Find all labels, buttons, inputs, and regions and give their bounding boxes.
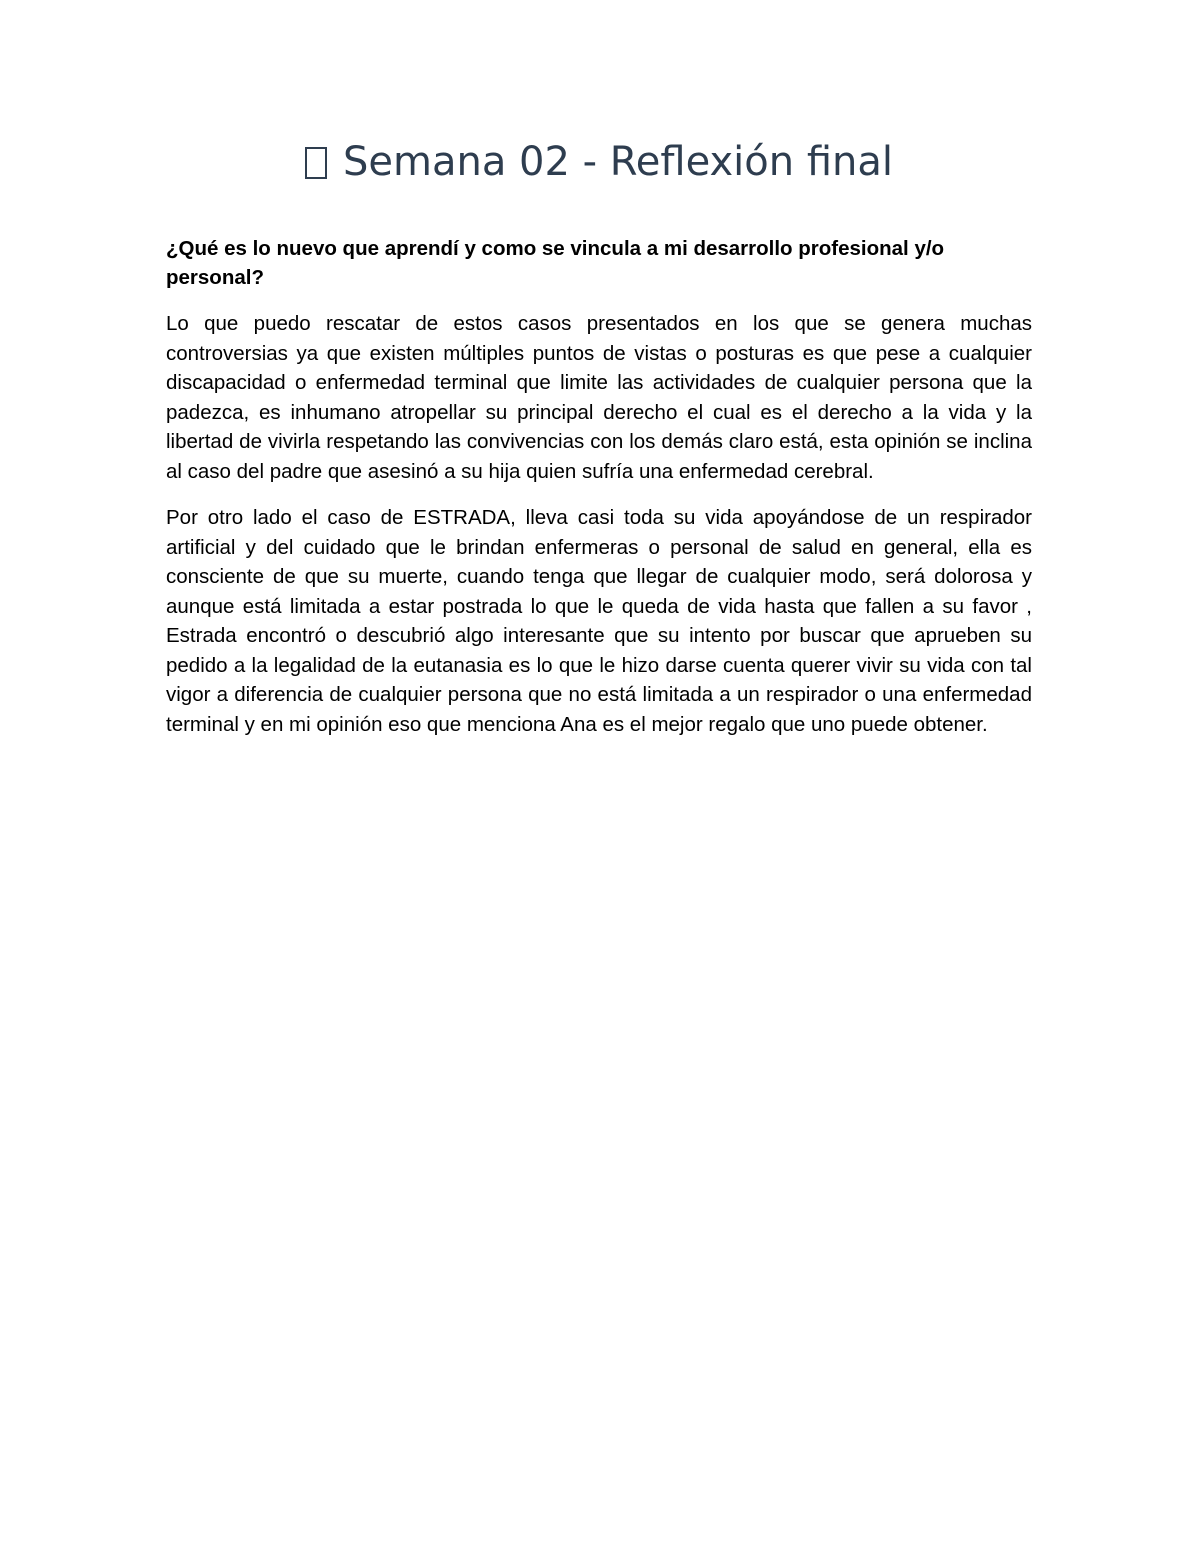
paragraph-1: Lo que puedo rescatar de estos casos presentados en los que se genera muchas controversias ya que existen múltiples puntos de vistas o posturas es que pese a cualquier discapacidad o enfermedad terminal que limite las actividades de cualquier persona que la padezca, es inhumano atropellar su principal derecho el cual es el derecho a la vida y la libertad de vivirla respetando las convivencias con los demás claro está, esta opinión se inclina al caso del padre que asesinó a su hija quien sufría una enfermedad cerebral. — [166, 312, 1032, 483]
page-title — [166, 134, 1032, 190]
page-title-text: Semana 02 - Reflexión final — [342, 139, 894, 185]
reflection-question: ¿Qué es lo nuevo que aprendí y como se vincula a mi desarrollo profesional y/o personal? — [166, 237, 945, 289]
document-content — [166, 134, 1032, 739]
paragraph-2: Por otro lado el caso de ESTRADA, lleva casi toda su vida apoyándose de un respirador artificial y del cuidado que le brindan enfermeras o personal de salud en general, ella es consciente de que su muerte, cuando tenga que llegar de cualquier modo, será dolorosa y aunque está limitada a estar postrada lo que le queda de vida hasta que fallen a su favor , Estrada encontró o descubrió algo interesante que su intento por buscar que aprueben su pedido a la legalidad de la eutanasia es lo que le hizo darse cuenta querer vivir su vida con tal vigor a diferencia de cualquier persona que no está limitada a un respirador o una enfermedad terminal y en mi opinión eso que menciona Ana es el mejor regalo que uno puede obtener. — [166, 506, 1032, 736]
missing-glyph-icon — [305, 147, 327, 179]
